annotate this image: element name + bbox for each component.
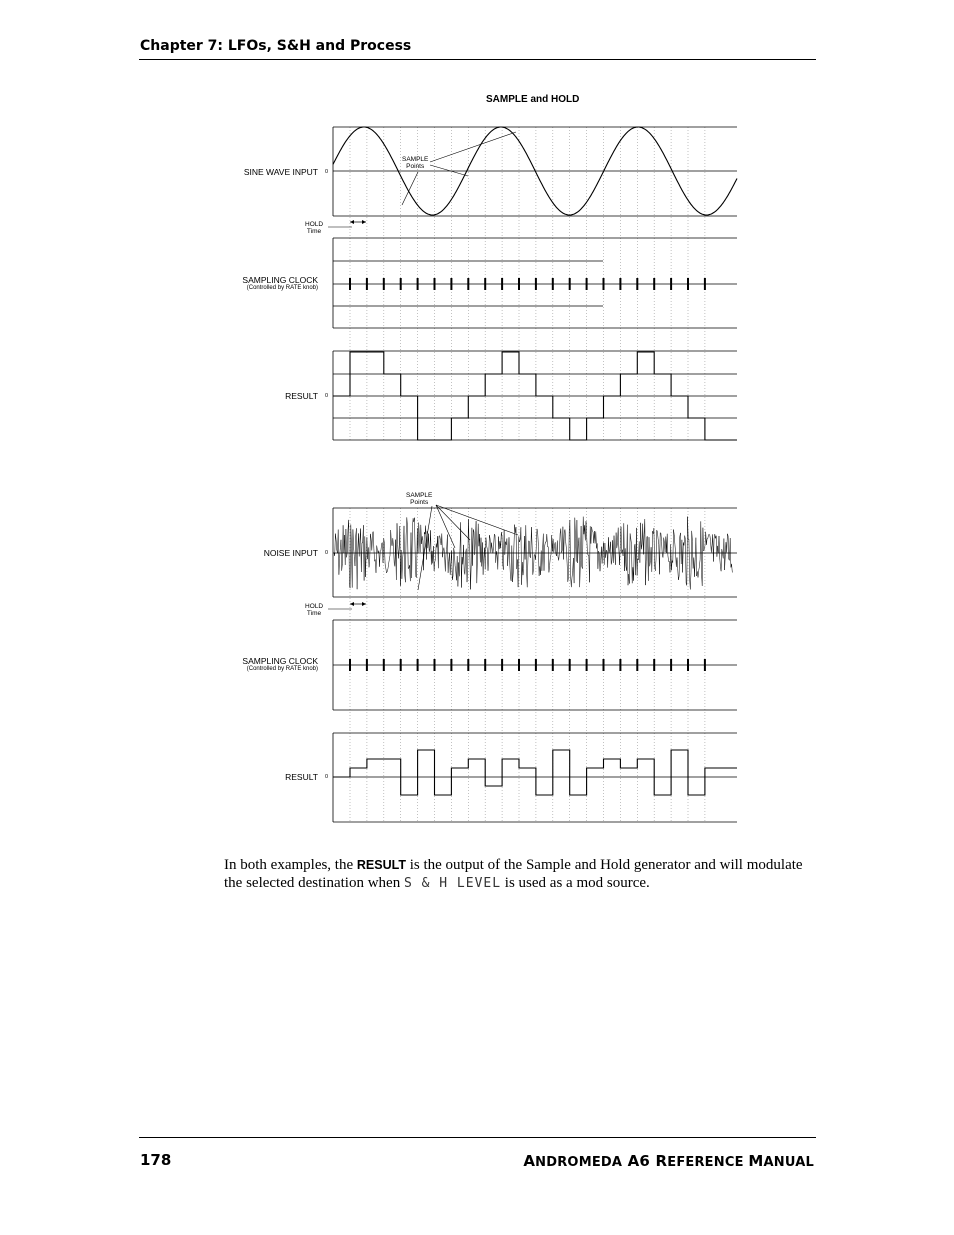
result-zero-label-1: 0	[325, 393, 329, 399]
result-keyword: RESULT	[356, 858, 406, 872]
hold-time-arrow-1-head-left	[350, 220, 354, 224]
sampling-clock-label-1: SAMPLING CLOCK	[242, 275, 318, 285]
sample-arrow	[402, 172, 418, 205]
sample-arrow	[436, 505, 518, 535]
sine-wave-input-label: SINE WAVE INPUT	[243, 167, 318, 177]
noise-zero-label: 0	[325, 550, 329, 556]
clock-sub-label-1: (Controlled by RATE knob)	[246, 285, 318, 291]
sample-points-label-2: SAMPLE Points	[406, 492, 433, 506]
result-label-2: RESULT	[285, 772, 318, 782]
hold-time-arrow-2-head-right	[362, 602, 366, 606]
sample-arrow	[436, 505, 470, 540]
hold-time-label-2: HOLD Time	[305, 603, 324, 617]
sampling-clock-label-2: SAMPLING CLOCK	[242, 656, 318, 666]
sine-zero-label: 0	[325, 169, 329, 175]
hold-time-arrow-1-head-right	[362, 220, 366, 224]
body-paragraph: In both examples, the RESULT is the output of the Sample and Hold generator and will modulate the selected destination when S & H LEVEL is used as a mod source.	[224, 857, 803, 891]
figure-title: SAMPLE and HOLD	[486, 94, 580, 105]
hold-time-label-1: HOLD Time	[305, 221, 324, 235]
result-label-1: RESULT	[285, 391, 318, 401]
footer-rule	[139, 1137, 816, 1138]
noise-result-steps	[333, 750, 737, 795]
sample-arrow	[430, 165, 468, 176]
hold-time-arrow-2-head-left	[350, 602, 354, 606]
result-zero-label-2: 0	[325, 774, 329, 780]
chapter-header: Chapter 7: LFOs, S&H and Process	[140, 38, 412, 54]
sample-points-label-1: SAMPLE Points	[402, 156, 429, 170]
noise-input-label: NOISE INPUT	[263, 548, 318, 558]
lcd-param: S & H LEVEL	[403, 876, 502, 891]
clock-sub-label-2: (Controlled by RATE knob)	[246, 666, 318, 672]
manual-title: ANDROMEDA A6 REFERENCE MANUAL	[523, 1152, 814, 1170]
page-number: 178	[140, 1151, 172, 1169]
